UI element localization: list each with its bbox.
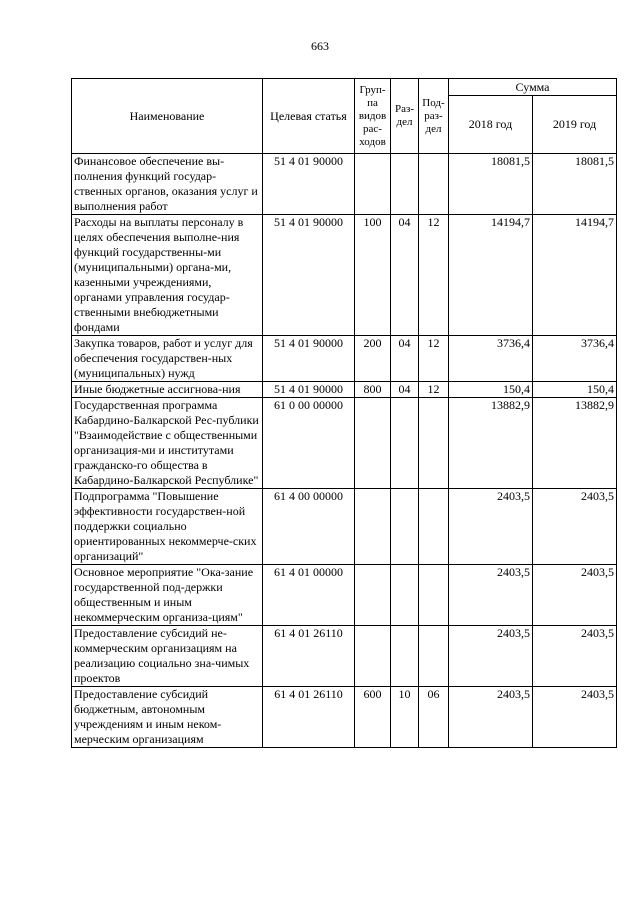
row-2018: 13882,9 <box>449 398 533 489</box>
row-target: 51 4 01 90000 <box>263 215 355 336</box>
row-2018: 14194,7 <box>449 215 533 336</box>
row-name: Основное мероприятие "Ока-зание государственной под-держки общественным и иным некоммерческим организа-циям" <box>72 565 263 626</box>
row-2018: 2403,5 <box>449 565 533 626</box>
row-group: 600 <box>355 687 391 748</box>
table-row <box>72 215 617 336</box>
row-section: 04 <box>391 382 419 398</box>
header-subsection: Под-раз-дел <box>419 79 449 154</box>
row-2018: 150,4 <box>449 382 533 398</box>
row-section <box>391 626 419 687</box>
row-2018: 2403,5 <box>449 489 533 565</box>
row-2019: 18081,5 <box>533 154 617 215</box>
row-2019: 2403,5 <box>533 565 617 626</box>
row-2018: 18081,5 <box>449 154 533 215</box>
row-2019: 2403,5 <box>533 489 617 565</box>
table-row <box>72 565 617 626</box>
row-section: 04 <box>391 336 419 382</box>
table-row <box>72 398 617 489</box>
row-subsection: 12 <box>419 382 449 398</box>
row-subsection <box>419 398 449 489</box>
row-section <box>391 398 419 489</box>
header-2019: 2019 год <box>533 96 617 154</box>
row-target: 61 4 01 26110 <box>263 626 355 687</box>
row-target: 51 4 01 90000 <box>263 382 355 398</box>
row-subsection: 12 <box>419 336 449 382</box>
header-target: Целевая статья <box>263 79 355 154</box>
row-name: Предоставление субсидий бюджетным, автономным учреждениям и иным неком-мерческим организациям <box>72 687 263 748</box>
row-group: 100 <box>355 215 391 336</box>
row-2019: 13882,9 <box>533 398 617 489</box>
row-2019: 3736,4 <box>533 336 617 382</box>
row-target: 61 4 00 00000 <box>263 489 355 565</box>
header-name: Наименование <box>72 79 263 154</box>
row-name: Подпрограмма "Повышение эффективности государствен-ной поддержки социально ориентированных некоммерче-ских организаций" <box>72 489 263 565</box>
row-group <box>355 154 391 215</box>
row-group: 800 <box>355 382 391 398</box>
row-2019: 14194,7 <box>533 215 617 336</box>
page-number: 663 <box>311 39 329 53</box>
row-group: 200 <box>355 336 391 382</box>
budget-table <box>71 78 617 748</box>
row-name: Предоставление субсидий не-коммерческим организациям на реализацию социально зна-чимых проектов <box>72 626 263 687</box>
row-2018: 2403,5 <box>449 626 533 687</box>
table-row <box>72 382 617 398</box>
row-section <box>391 565 419 626</box>
row-2019: 150,4 <box>533 382 617 398</box>
row-section: 10 <box>391 687 419 748</box>
row-group <box>355 489 391 565</box>
row-subsection <box>419 154 449 215</box>
header-sum: Сумма <box>449 79 617 96</box>
row-target: 61 4 01 26110 <box>263 687 355 748</box>
row-name: Государственная программа Кабардино-Балкарской Рес-публики "Взаимодействие с общественными организация-ми и институтами гражданско-го общества в Кабардино-Балкарской Республике" <box>72 398 263 489</box>
header-section: Раз-дел <box>391 79 419 154</box>
table-row <box>72 687 617 748</box>
table-row <box>72 626 617 687</box>
header-2018: 2018 год <box>449 96 533 154</box>
table-row <box>72 336 617 382</box>
row-target: 51 4 01 90000 <box>263 336 355 382</box>
row-section <box>391 489 419 565</box>
row-name: Иные бюджетные ассигнова-ния <box>72 382 263 398</box>
row-group <box>355 398 391 489</box>
row-target: 61 4 01 00000 <box>263 565 355 626</box>
row-target: 51 4 01 90000 <box>263 154 355 215</box>
row-name: Финансовое обеспечение вы-полнения функций государ-ственных органов, оказания услуг и выполнения работ <box>72 154 263 215</box>
row-subsection <box>419 489 449 565</box>
row-section: 04 <box>391 215 419 336</box>
row-group <box>355 626 391 687</box>
header-group: Груп-па видов рас-ходов <box>355 79 391 154</box>
row-subsection: 12 <box>419 215 449 336</box>
table-row <box>72 154 617 215</box>
row-name: Закупка товаров, работ и услуг для обеспечения государствен-ных (муниципальных) нужд <box>72 336 263 382</box>
row-section <box>391 154 419 215</box>
row-name: Расходы на выплаты персоналу в целях обеспечения выполне-ния функций государственны-ми (муниципальными) органа-ми, казенными учреждениями, органами управления государ-ственными внебюджетными фондами <box>72 215 263 336</box>
row-subsection <box>419 565 449 626</box>
row-2018: 2403,5 <box>449 687 533 748</box>
row-2019: 2403,5 <box>533 626 617 687</box>
row-group <box>355 565 391 626</box>
row-2018: 3736,4 <box>449 336 533 382</box>
row-target: 61 0 00 00000 <box>263 398 355 489</box>
row-subsection: 06 <box>419 687 449 748</box>
row-2019: 2403,5 <box>533 687 617 748</box>
row-subsection <box>419 626 449 687</box>
table-row <box>72 489 617 565</box>
